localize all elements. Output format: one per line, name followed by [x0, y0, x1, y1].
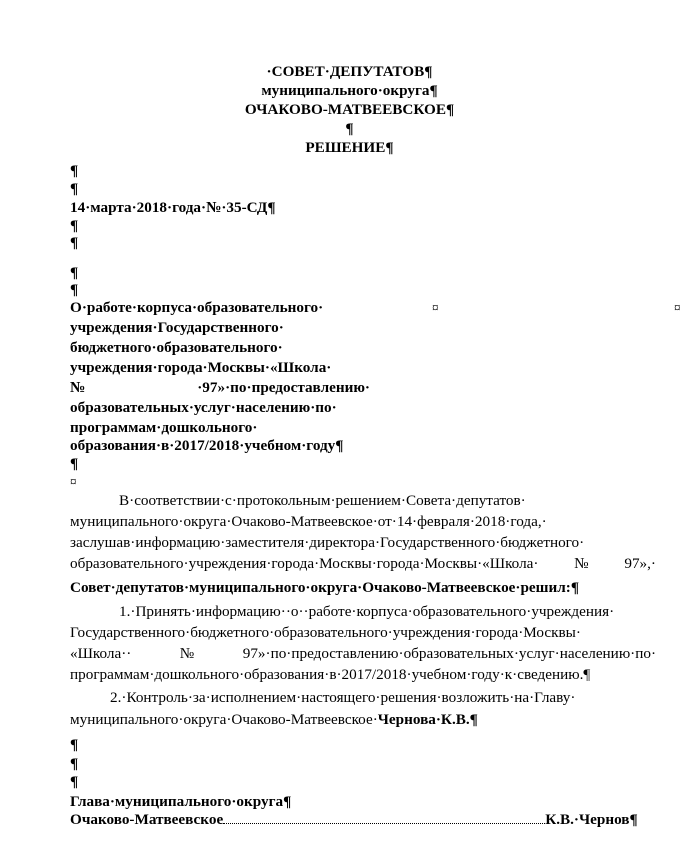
empty-paragraph: ¶: [70, 455, 79, 472]
tab-leader: [223, 813, 545, 824]
title-line: учреждения·Государственного·: [70, 319, 284, 336]
empty-paragraph: ¶: [70, 234, 79, 251]
title-line: №·97»·по·предоставлению·: [70, 379, 370, 396]
item-line: 1.·Принять·информацию··о··работе·корпуса·образовательного·учреждения·: [119, 603, 615, 620]
table-row-marker: ¤: [674, 300, 681, 315]
district-name-heading: ОЧАКОВО-МАТВЕЕВСКОЕ¶: [244, 101, 455, 118]
empty-paragraph: ¶: [70, 281, 79, 298]
empty-paragraph: ¶: [70, 736, 79, 753]
signature-district: Очаково-Матвеевское: [70, 811, 224, 828]
body-line: заслушав·информацию·заместителя·директора·Государственного·бюджетного·: [70, 534, 585, 551]
title-line: учреждения·города·Москвы·«Школа·: [70, 359, 332, 376]
title-line: О·работе·корпуса·образовательного·: [70, 299, 324, 316]
empty-paragraph: ¶: [70, 162, 79, 179]
empty-paragraph: ¶: [70, 180, 79, 197]
body-line: образовательного·учреждения·города·Москвы·города·Москвы·«Школа·№97»,·: [70, 555, 656, 572]
table-end-marker: ¤: [70, 474, 77, 489]
item-line: [70, 710, 660, 729]
council-heading: ·СОВЕТ·ДЕПУТАТОВ¶: [266, 63, 433, 80]
decision-date-number: 14·марта·2018·года·№·35-СД¶: [70, 199, 276, 216]
empty-paragraph: ¶: [70, 755, 79, 772]
empty-paragraph: ¶: [70, 217, 79, 234]
head-name: Чернова·К.В.¶: [377, 711, 478, 728]
item-text: муниципального·округа·Очаково-Матвеевское·: [70, 711, 378, 728]
signature-name: К.В.·Чернов¶: [545, 811, 638, 828]
title-line: образовательных·услуг·населению·по·: [70, 399, 337, 416]
resolution-statement: Совет·депутатов·муниципального·округа·Очаково-Матвеевское·решил:¶: [70, 579, 580, 596]
body-line: В·соответствии·с·протокольным·решением·Совета·депутатов·: [119, 492, 526, 509]
item-line: 2.·Контроль·за·исполнением·настоящего·решения·возложить·на·Главу·: [110, 689, 576, 706]
item-line: программам·дошкольного·образования·в·2017/2018·учебном·году·к·сведению.¶: [70, 666, 591, 683]
title-line: бюджетного·образовательного·: [70, 339, 283, 356]
signature-line: [70, 810, 660, 829]
item-line: «Школа··№97»·по·предоставлению·образовательных·услуг·населению·по·: [70, 645, 656, 662]
item-line: Государственного·бюджетного·образовательного·учреждения·города·Москвы·: [70, 624, 581, 641]
signature-title: Глава·муниципального·округа¶: [70, 793, 292, 810]
title-line: программам·дошкольного·: [70, 419, 258, 436]
decision-heading: РЕШЕНИЕ¶: [305, 139, 394, 156]
empty-paragraph: ¶: [70, 773, 79, 790]
body-line: муниципального·округа·Очаково-Матвеевское·от·14·февраля·2018·года,·: [70, 513, 547, 530]
municipal-district-heading: муниципального·округа¶: [261, 82, 438, 99]
header-blank-line: ¶: [345, 120, 354, 137]
empty-paragraph: ¶: [70, 264, 79, 281]
title-line: образования·в·2017/2018·учебном·году¶: [70, 437, 344, 454]
table-cell-marker: ¤: [432, 300, 439, 315]
